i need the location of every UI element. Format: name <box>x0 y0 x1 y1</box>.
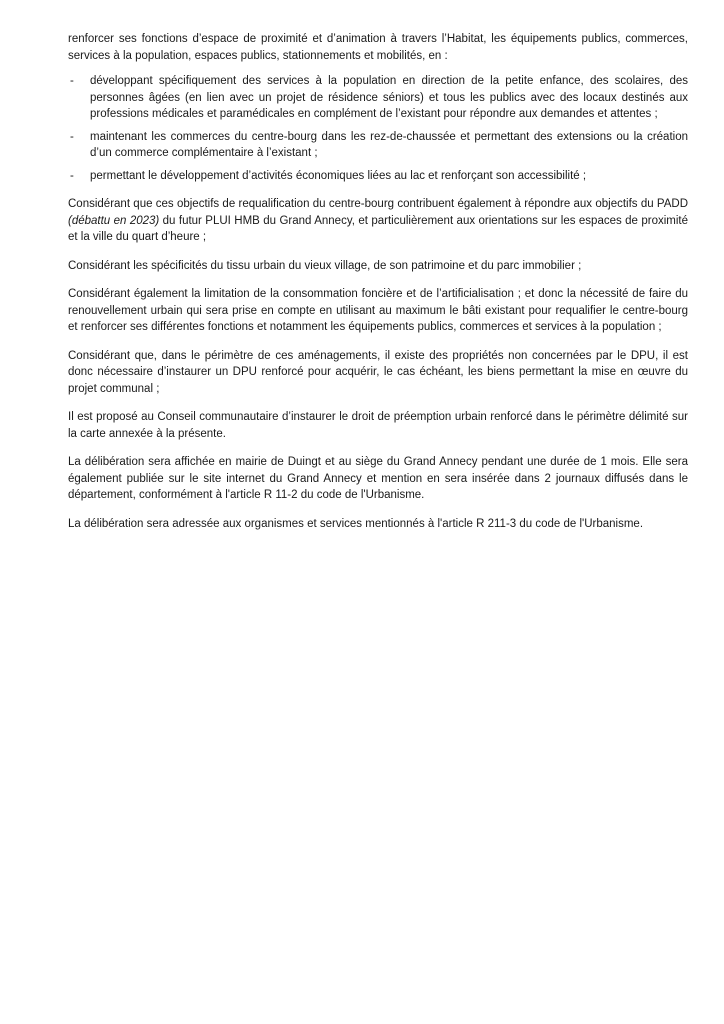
page-content <box>68 31 688 544</box>
bullet-text: permettant le développement d’activités économiques liées au lac et renforçant son accessibilité ; <box>90 169 587 182</box>
list-item <box>68 168 688 185</box>
bullet-list <box>68 73 688 184</box>
bullet-dash: - <box>70 169 74 182</box>
paragraph-deliberation-affichage: La délibération sera affichée en mairie de Duingt et au siège du Grand Annecy pendant une durée de 1 mois. Elle sera également publiée sur le site internet du Grand Annecy et mention en sera insérée dans 2 journaux diffusés dans le département, conformément à l'article R 11-2 du code de l'Urbanisme. <box>68 456 688 501</box>
list-item <box>68 73 688 123</box>
padd-text-italic: (débattu en 2023) <box>68 214 160 227</box>
bullet-text: développant spécifiquement des services à la population en direction de la petite enfance, des scolaires, des personnes âgées (en lien avec un projet de résidence séniors) et tous les publics avec des locaux destinés aux professions médicales et paramédicales en complément de l’existant pour répondre aux demandes et attentes ; <box>90 75 688 120</box>
paragraph-considerant-specificites: Considérant les spécificités du tissu urbain du vieux village, de son patrimoine et du parc immobilier ; <box>68 259 582 272</box>
bullet-text: maintenant les commerces du centre-bourg dans les rez-de-chaussée et permettant des extensions ou la création d’un commerce complémentaire à l’existant ; <box>90 130 688 159</box>
paragraph-proposition-conseil: Il est proposé au Conseil communautaire d’instaurer le droit de préemption urbain renforcé dans le périmètre délimité sur la carte annexée à la présente. <box>68 411 688 440</box>
padd-text-before: Considérant que ces objectifs de requalification du centre-bourg contribuent également à répondre aux objectifs du PADD <box>68 198 688 210</box>
paragraph-intro: renforcer ses fonctions d’espace de proximité et d’animation à travers l’Habitat, les équipements publics, commerces, services à la population, espaces publics, stationnements et mobilités, en : <box>68 33 688 62</box>
paragraph-considerant-perimetre: Considérant que, dans le périmètre de ces aménagements, il existe des propriétés non concernées par le DPU, il est donc nécessaire d’instaurer un DPU renforcé pour acquérir, le cas échéant, les biens permettant la mise en œuvre du projet communal ; <box>68 349 688 395</box>
paragraph-considerant-padd <box>68 196 688 246</box>
paragraph-considerant-limitation: Considérant également la limitation de la consommation foncière et de l’artificialisation ; et donc la nécessité de faire du renouvellement urbain qui sera prise en compte en utilisant au maximum le bâti existant pour requalifier le centre-bourg et renforcer ses différentes fonctions et notamment les équipements publics, commerces et services à la population ; <box>68 288 688 333</box>
paragraph-deliberation-adressee: La délibération sera adressée aux organismes et services mentionnés à l'article R 211-3 du code de l'Urbanisme. <box>68 517 644 530</box>
bullet-dash: - <box>70 130 74 143</box>
list-item <box>68 129 688 162</box>
bullet-dash: - <box>70 75 74 87</box>
padd-text-after: du futur PLUI HMB du Grand Annecy, et particulièrement aux orientations sur les espaces de proximité et la ville du quart d’heure ; <box>68 214 689 243</box>
